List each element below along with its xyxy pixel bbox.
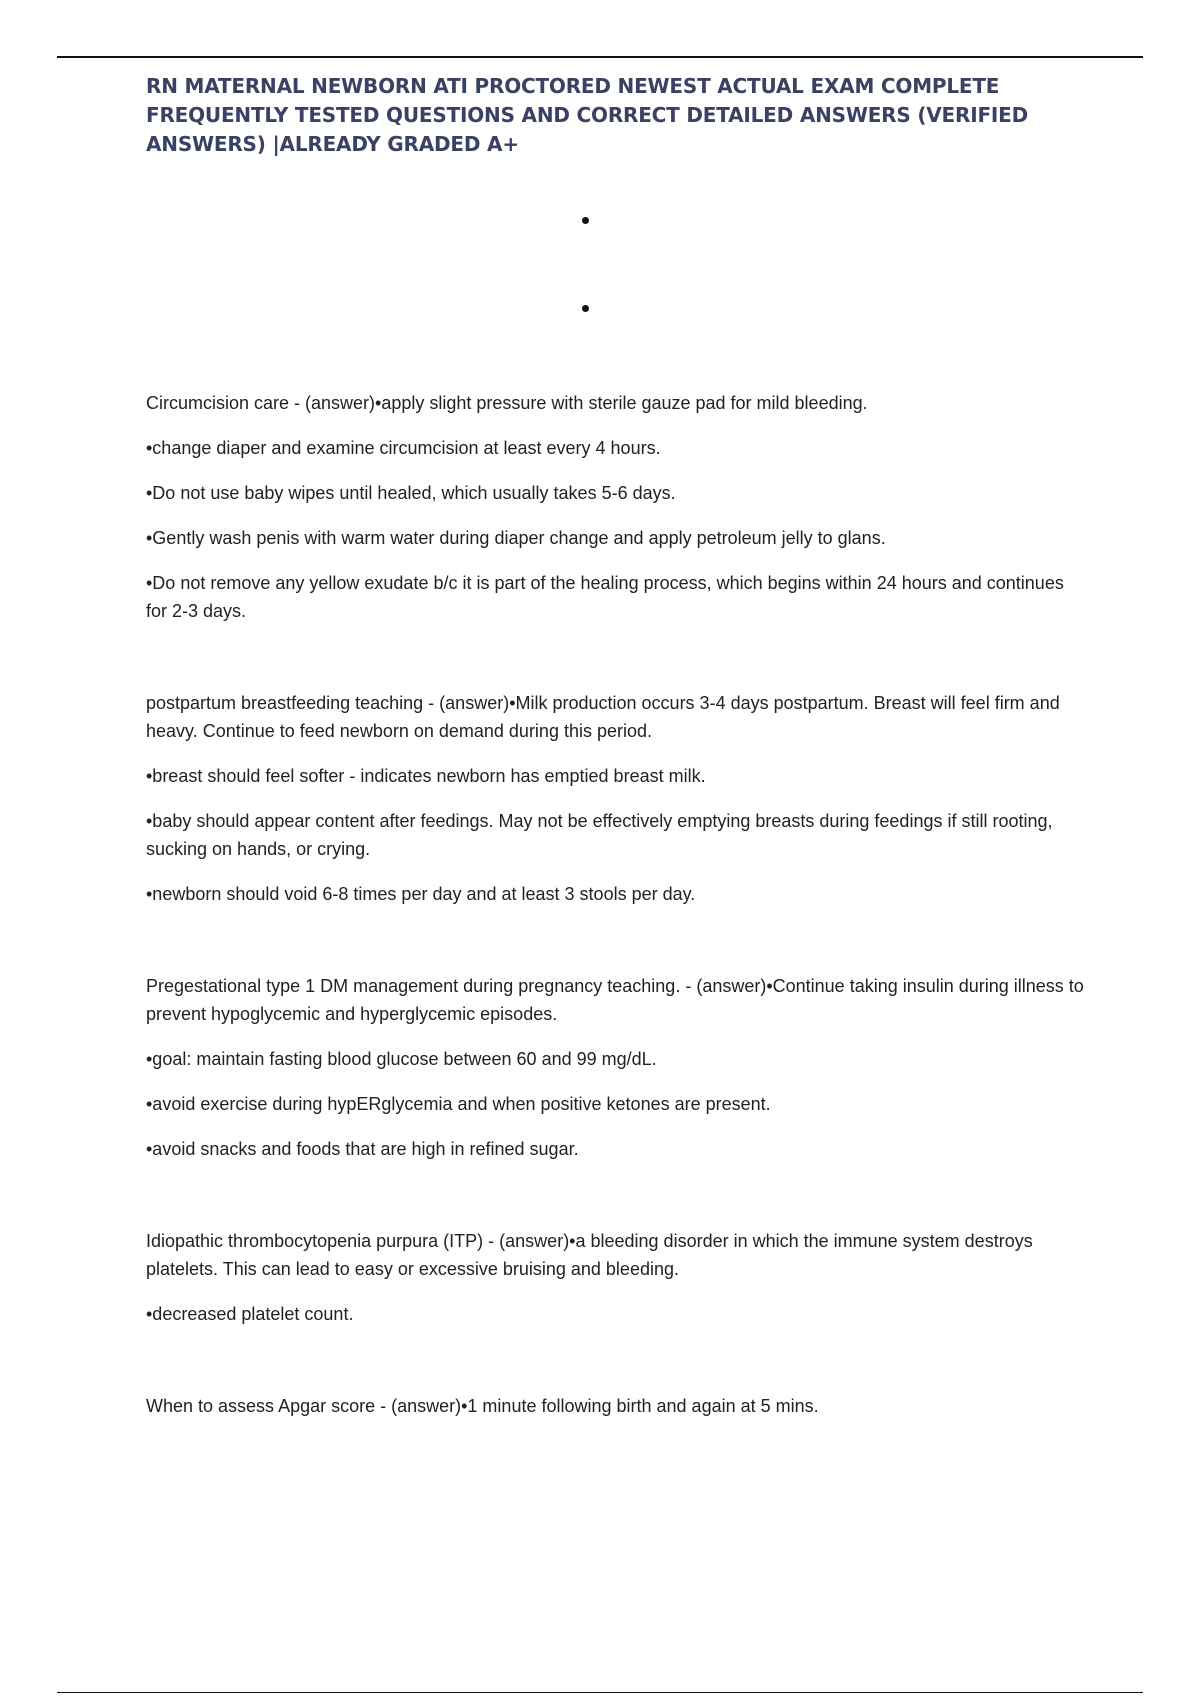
qa-paragraph: •Do not use baby wipes until healed, which usually takes 5-6 days. (146, 483, 676, 503)
qa-type1-dm-management (146, 972, 1086, 1163)
qa-paragraph: Circumcision care - (answer)•apply slight pressure with sterile gauze pad for mild bleeding. (146, 393, 868, 413)
qa-paragraph: Idiopathic thrombocytopenia purpura (ITP) - (answer)•a bleeding disorder in which the immune system destroys platelets. This can lead to easy or excessive bruising and bleeding. (146, 1231, 1033, 1279)
qa-paragraph: •Gently wash penis with warm water during diaper change and apply petroleum jelly to glans. (146, 528, 886, 548)
top-rule (57, 56, 1143, 58)
qa-paragraph: •goal: maintain fasting blood glucose between 60 and 99 mg/dL. (146, 1049, 657, 1069)
bullet-dot-icon (582, 217, 589, 224)
qa-breastfeeding-teaching (146, 689, 1086, 908)
qa-apgar-score (146, 1392, 1086, 1420)
document-title (146, 72, 1086, 159)
qa-circumcision-care (146, 389, 1086, 625)
qa-itp (146, 1227, 1086, 1328)
qa-paragraph: When to assess Apgar score - (answer)•1 minute following birth and again at 5 mins. (146, 1396, 819, 1416)
bullet-spacer (146, 159, 1086, 389)
qa-paragraph: •avoid snacks and foods that are high in refined sugar. (146, 1139, 579, 1159)
qa-paragraph: •breast should feel softer - indicates newborn has emptied breast milk. (146, 766, 706, 786)
qa-paragraph: •decreased platelet count. (146, 1304, 354, 1324)
title-line-1: RN MATERNAL NEWBORN ATI PROCTORED NEWEST ACTUAL EXAM COMPLETE (146, 74, 1000, 98)
qa-paragraph: •Do not remove any yellow exudate b/c it is part of the healing process, which begins within 24 hours and continues for 2-3 days. (146, 573, 1064, 621)
title-line-2: FREQUENTLY TESTED QUESTIONS AND CORRECT DETAILED ANSWERS (VERIFIED (146, 103, 1029, 127)
qa-paragraph: •change diaper and examine circumcision at least every 4 hours. (146, 438, 661, 458)
qa-paragraph: •avoid exercise during hypERglycemia and when positive ketones are present. (146, 1094, 771, 1114)
document-body (146, 72, 1086, 1420)
title-line-3: ANSWERS) |ALREADY GRADED A+ (146, 132, 519, 156)
qa-paragraph: •newborn should void 6-8 times per day and at least 3 stools per day. (146, 884, 696, 904)
qa-paragraph: Pregestational type 1 DM management during pregnancy teaching. - (answer)•Continue taking insulin during illness to prevent hypoglycemic and hyperglycemic episodes. (146, 976, 1084, 1024)
bottom-rule (57, 1692, 1143, 1693)
qa-paragraph: postpartum breastfeeding teaching - (answer)•Milk production occurs 3-4 days postpartum. Breast will feel firm and heavy. Continue to feed newborn on demand during this period. (146, 693, 1060, 741)
qa-paragraph: •baby should appear content after feedings. May not be effectively emptying breasts during feedings if still rooting, sucking on hands, or crying. (146, 811, 1053, 859)
bullet-dot-icon (582, 305, 589, 312)
